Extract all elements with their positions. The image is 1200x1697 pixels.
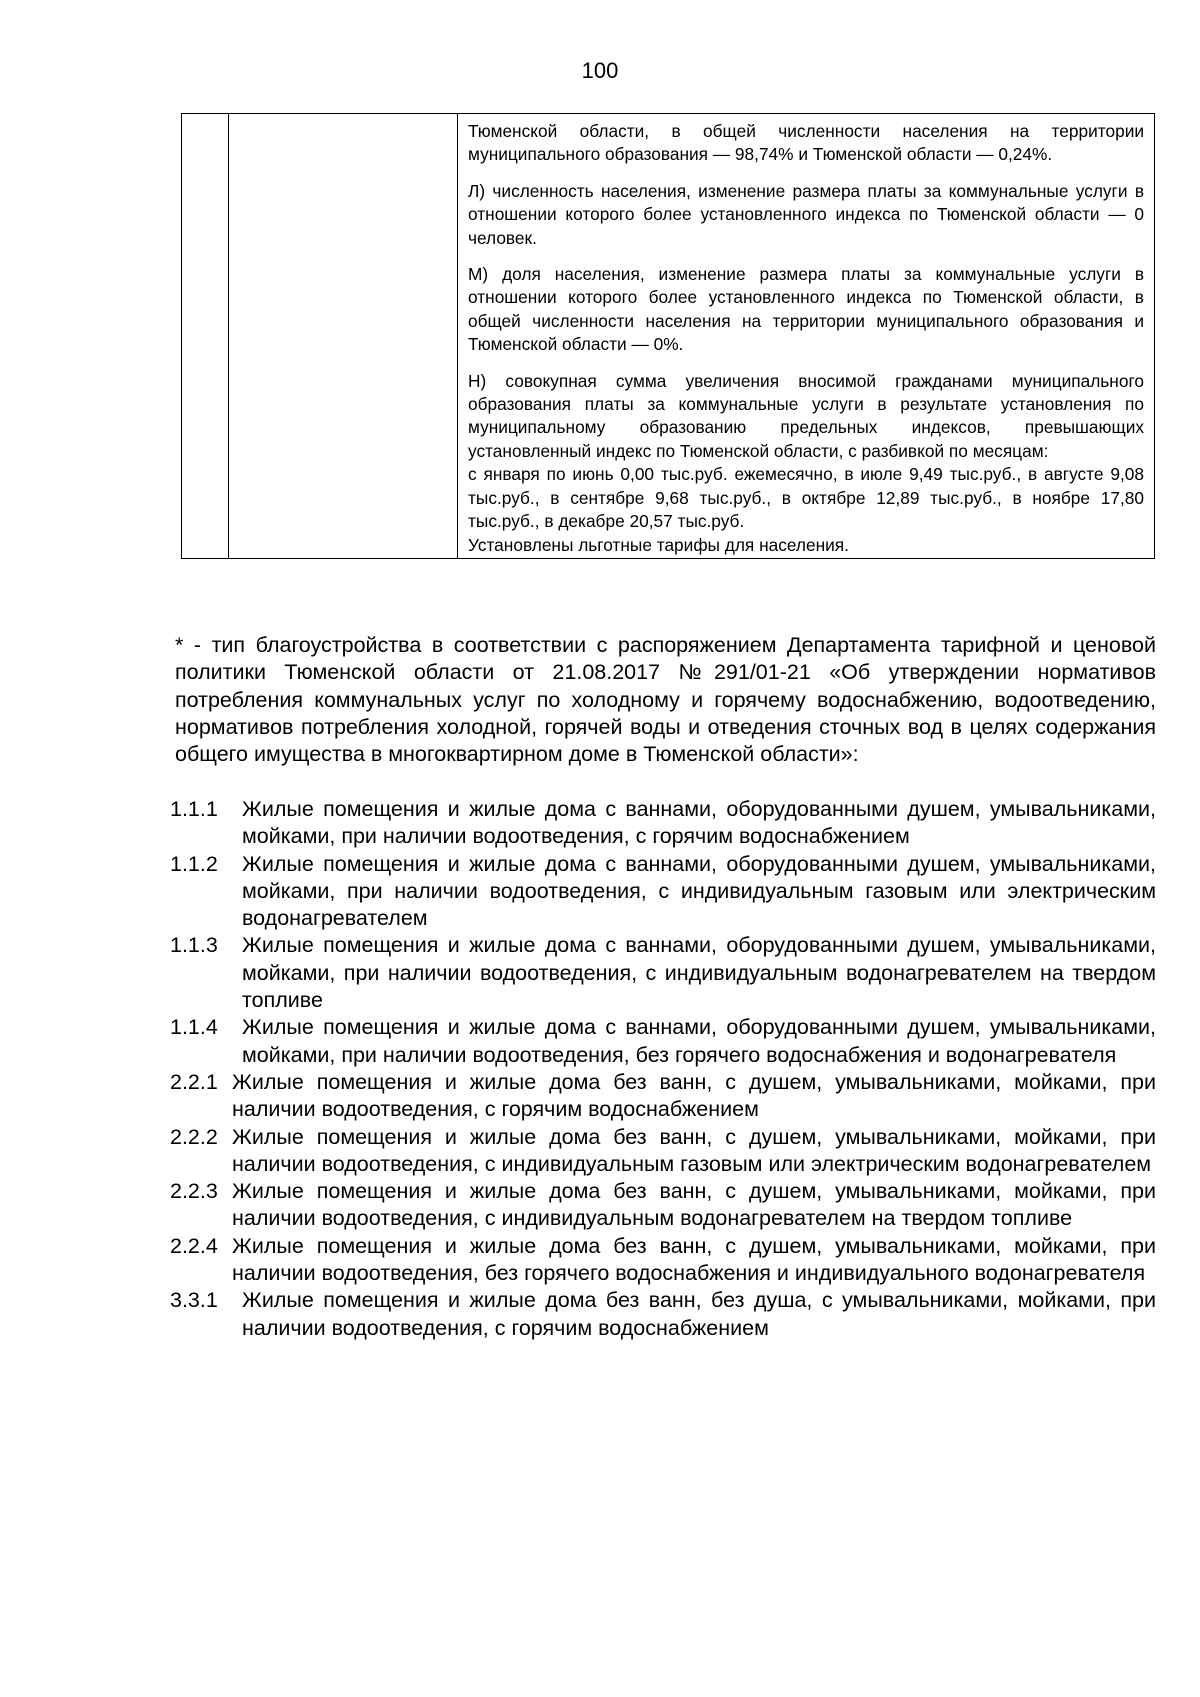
- improvement-types-list: [170, 796, 1156, 1342]
- table-row: [182, 114, 1155, 559]
- list-item-text: Жилые помещения и жилые дома без ванн, без душа, с умывальниками, мойками, при наличии водоотведения, с горячим водоснабжением: [242, 1288, 1156, 1340]
- list-item-number: 1.1.1: [170, 797, 218, 821]
- list-item-text: Жилые помещения и жилые дома без ванн, с душем, умывальниками, мойками, при наличии водоотведения, с индивидуальным водонагревателем на твердом топливе: [232, 1179, 1156, 1231]
- list-item: [170, 1014, 1156, 1069]
- list-item: [170, 1287, 1156, 1342]
- table-cell-indicator: [229, 114, 458, 559]
- tariffs-note: Установлены льготные тарифы для населения.: [468, 534, 849, 555]
- table-cell-number: [182, 114, 229, 559]
- list-item-number: 2.2.4: [170, 1233, 218, 1258]
- page-number: 100: [581, 58, 619, 83]
- list-item-number: 3.3.1: [170, 1288, 218, 1313]
- list-item-text: Жилые помещения и жилые дома с ваннами, оборудованными душем, умывальниками, мойками, при наличии водоотведения, с горячим водоснабжением: [242, 797, 1156, 849]
- list-item: [170, 796, 1156, 851]
- list-item: [170, 1069, 1156, 1124]
- list-item: [170, 851, 1156, 933]
- table-paragraph: М) доля населения, изменение размера платы за коммунальные услуги в отношении которого более установленного индекса по Тюменской области, в общей численности населения на территории муниципального образования и Тюменской области — 0%.: [468, 264, 1144, 355]
- list-item-number: 2.2.2: [170, 1124, 218, 1149]
- table-paragraph: Л) численность населения, изменение размера платы за коммунальные услуги в отношении которого более установленного индекса по Тюменской области — 0 человек.: [468, 180, 1144, 248]
- list-item: [170, 1178, 1156, 1233]
- table-paragraph: Тюменской области, в общей численности населения на территории муниципального образования — 98,74% и Тюменской области — 0,24%.: [468, 121, 1144, 165]
- list-item-text: Жилые помещения и жилые дома без ванн, с душем, умывальниками, мойками, при наличии водоотведения, с горячим водоснабжением: [232, 1069, 1156, 1122]
- list-item-number: 2.2.3: [170, 1179, 218, 1204]
- continuation-table: [181, 113, 1155, 559]
- table-cell-description: [458, 114, 1155, 559]
- list-item-text: Жилые помещения и жилые дома без ванн, с душем, умывальниками, мойками, при наличии водоотведения, с индивидуальным газовым или электрическим водонагревателем: [232, 1124, 1156, 1176]
- list-item: [170, 932, 1156, 1014]
- table-paragraph-last: [468, 370, 1144, 557]
- list-item-text: Жилые помещения и жилые дома с ваннами, оборудованными душем, умывальниками, мойками, при наличии водоотведения, с индивидуальным газовым или электрическим водонагревателем: [242, 851, 1156, 931]
- list-item-number: 2.2.1: [170, 1069, 218, 1094]
- sum-intro: Н) совокупная сумма увеличения вносимой гражданами муниципального образования платы за коммунальные услуги в результате установления по муниципальному образованию предельных индексов, превышающих установленный индекс по Тюменской области, с разбивкой по месяцам:: [468, 370, 1144, 461]
- list-item-number: 1.1.3: [170, 933, 218, 958]
- sum-by-months: с января по июнь 0,00 тыс.руб. ежемесячно, в июле 9,49 тыс.руб., в августе 9,08 тыс.руб., в сентябре 9,68 тыс.руб., в октябре 12,89 тыс.руб., в ноябре 17,80 тыс.руб., в декабре 20,57 тыс.руб.: [468, 464, 1144, 532]
- list-item: [170, 1233, 1156, 1288]
- list-item-text: Жилые помещения и жилые дома с ваннами, оборудованными душем, умывальниками, мойками, при наличии водоотведения, без горячего водоснабжения и водонагревателя: [242, 1015, 1156, 1067]
- list-item-number: 1.1.4: [170, 1015, 218, 1040]
- list-item-number: 1.1.2: [170, 851, 218, 876]
- footnote: * - тип благоустройства в соответствии с распоряжением Департамента тарифной и ценовой политики Тюменской области от 21.08.2017 №291/01-21 «Об утверждении нормативов потребления коммунальных услуг по холодному и горячему водоснабжению, водоотведению, нормативов потребления холодной, горячей воды и отведения сточных вод в целях содержания общего имущества в многоквартирном доме в Тюменской области»:: [175, 633, 1156, 767]
- list-item-text: Жилые помещения и жилые дома без ванн, с душем, умывальниками, мойками, при наличии водоотведения, без горячего водоснабжения и индивидуального водонагревателя: [232, 1233, 1156, 1286]
- list-item: [170, 1124, 1156, 1179]
- list-item-text: Жилые помещения и жилые дома с ваннами, оборудованными душем, умывальниками, мойками, при наличии водоотведения, с индивидуальным водонагревателем на твердом топливе: [242, 933, 1156, 1013]
